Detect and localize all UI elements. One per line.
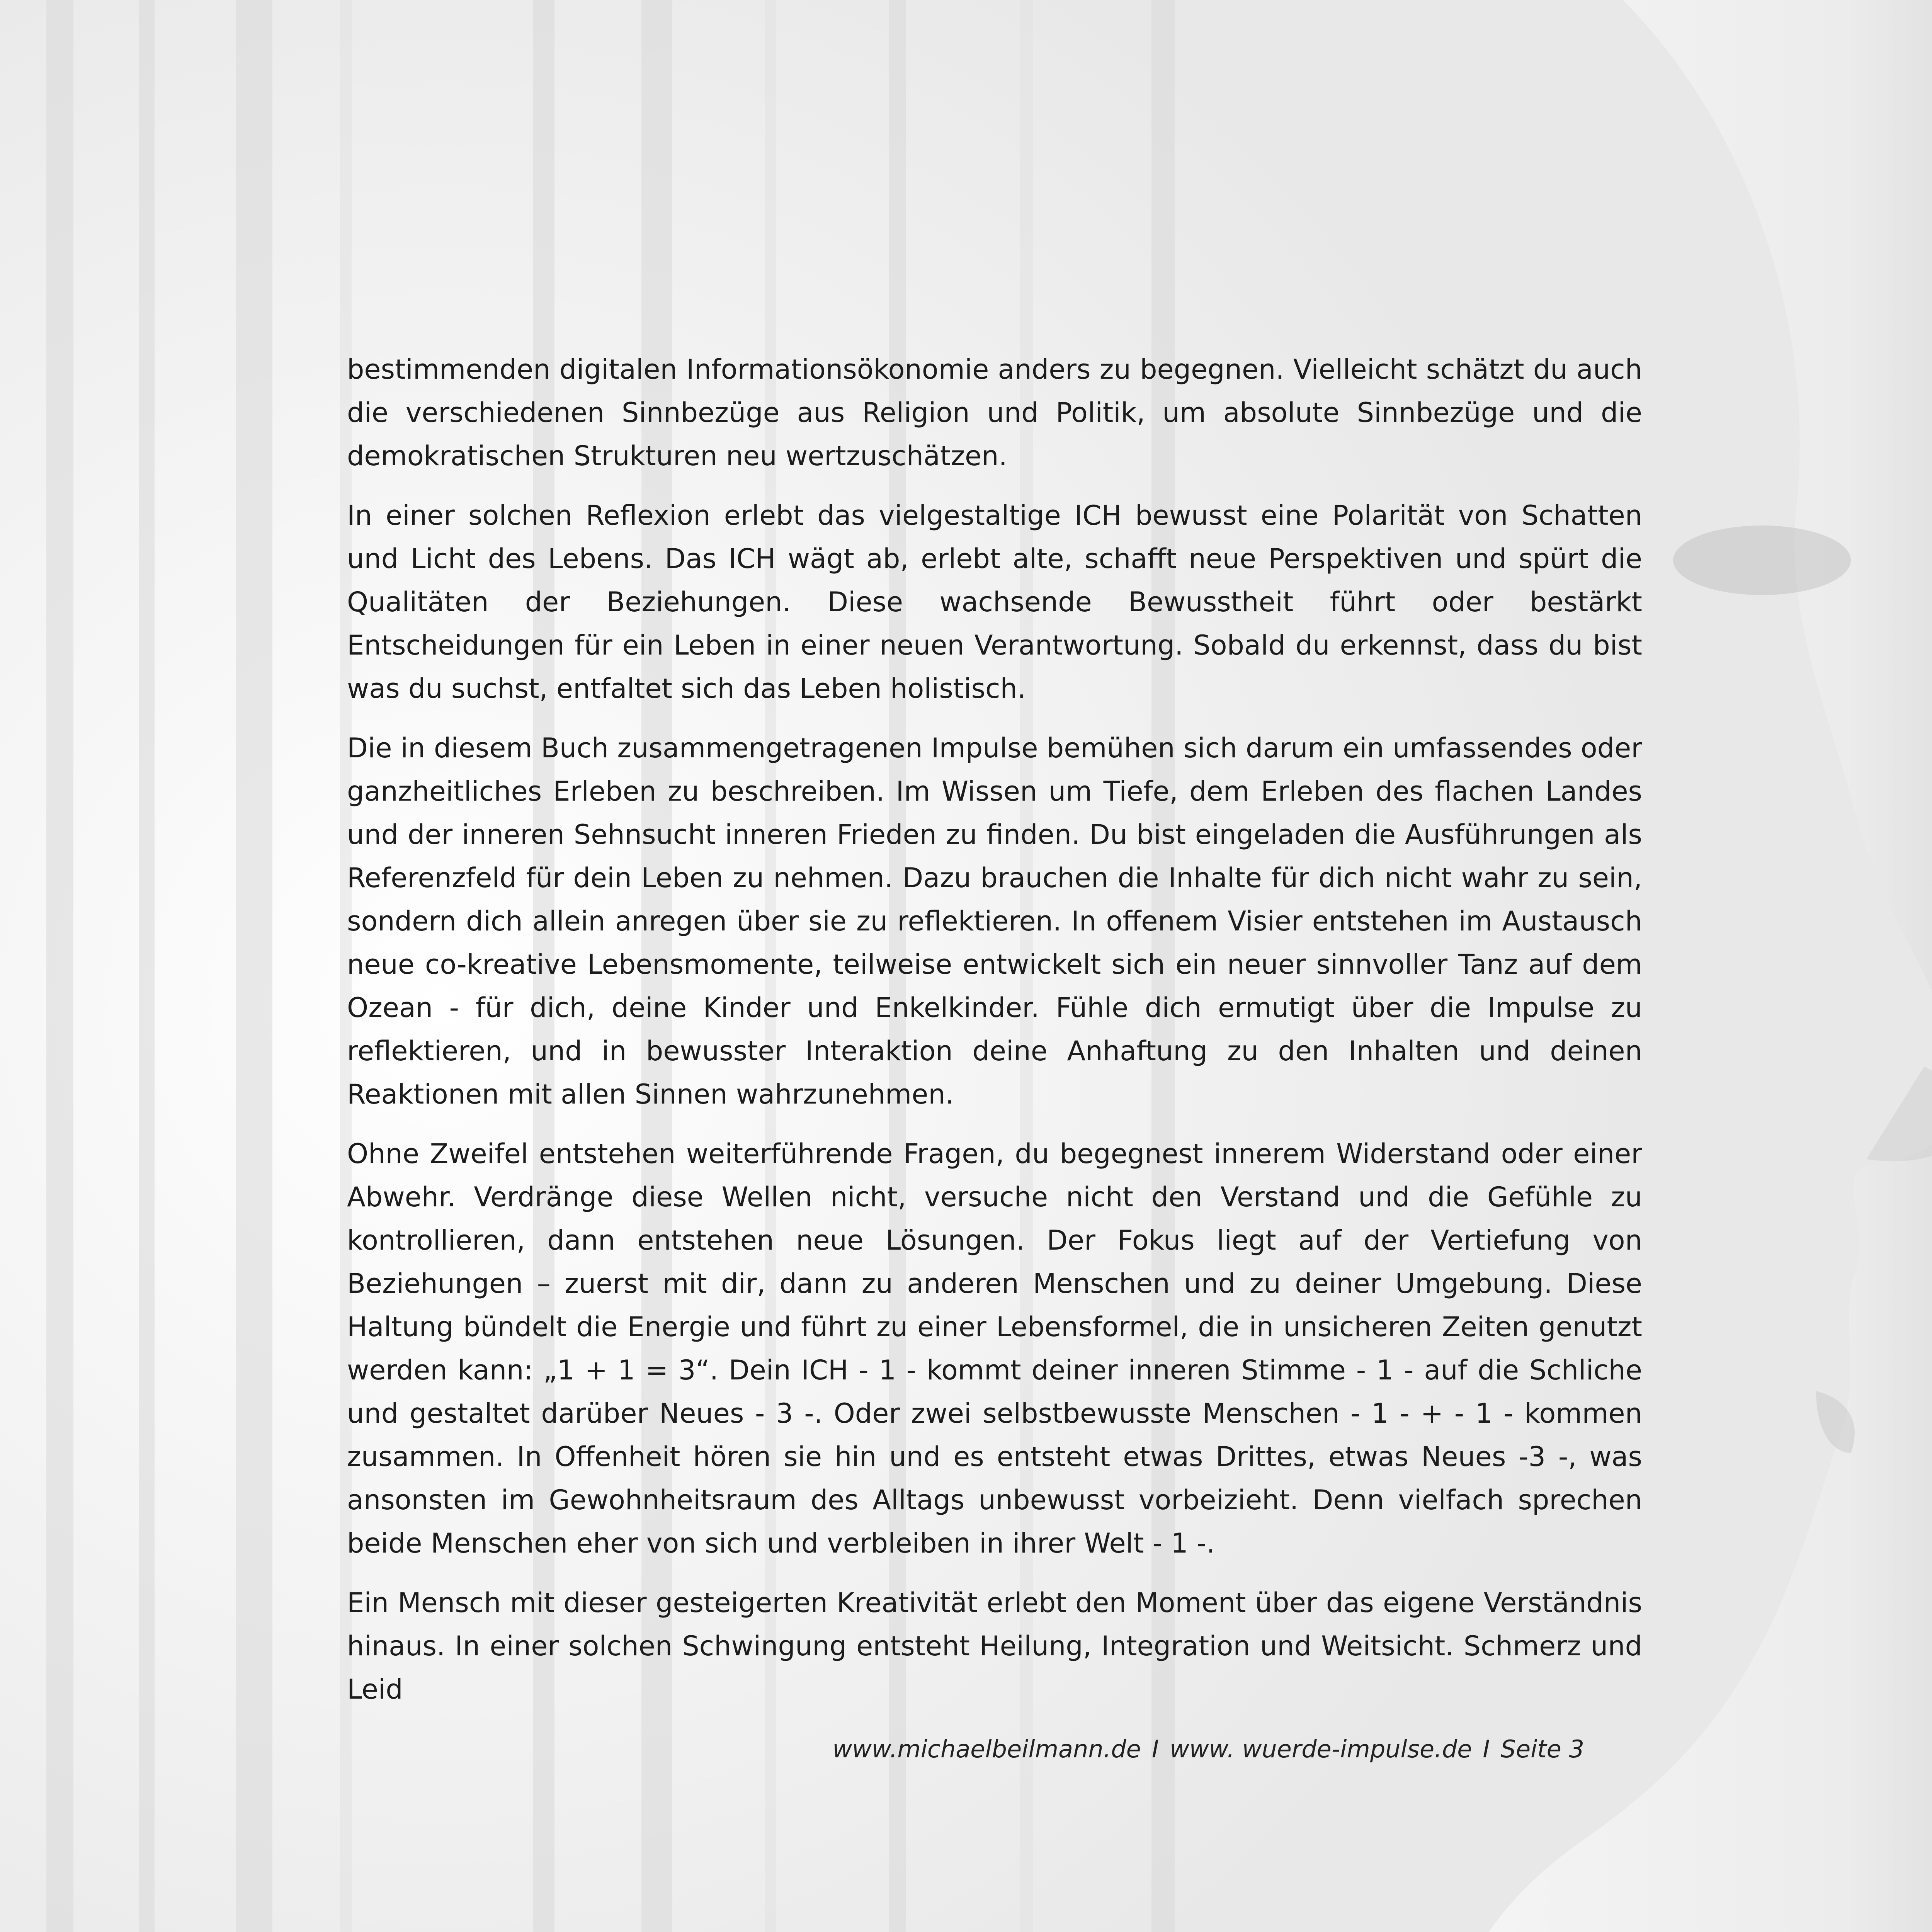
footer-separator: I [1483, 1735, 1490, 1763]
page-number: Seite 3 [1500, 1735, 1584, 1763]
paragraph-4: Ohne Zweifel entstehen weiterführende Fragen, du begegnest innerem Widerstand oder einer Abwehr. Verdränge diese Wellen nicht, versuche nicht den Verstand und die Gefühle zu kontrollieren, dann entstehen neue Lösungen. Der Fokus liegt auf der Vertiefung von Beziehungen – zuerst mit dir, dann zu anderen Menschen und zu deiner Umgebung. Diese Haltung bündelt die Energie und führt zu einer Lebensformel, die in unsicheren Zeiten genutzt werden kann: „1 + 1 = 3“. Dein ICH - 1 - kommt deiner inneren Stimme - 1 - auf die Schliche und gestaltet darüber Neues - 3 -. Oder zwei selbstbewusste Menschen - 1 - + - 1 - kommen zusammen. In Offenheit hören sie hin und es entsteht etwas Drittes, etwas Neues -3 -, was ansonsten im Gewohnheitsraum des Alltags unbewusst vorbeizieht. Denn vielfach sprechen beide Menschen eher von sich und verbleiben in ihrer Welt - 1 -. [347, 1138, 1642, 1559]
paragraph-3: Die in diesem Buch zusammengetragenen Impulse bemühen sich darum ein umfassendes oder ganzheitliches Erleben zu beschreiben. Im Wissen um Tiefe, dem Erleben des flachen Landes und der inneren Sehnsucht inneren Frieden zu finden. Du bist eingeladen die Ausführungen als Referenzfeld für dein Leben zu nehmen. Dazu brauchen die Inhalte für dich nicht wahr zu sein, sondern dich allein anregen über sie zu reflektieren. In offenem Visier entstehen im Austausch neue co-kreative Lebensmomente, teilweise entwickelt sich ein neuer sinnvoller Tanz auf dem Ozean - für dich, deine Kinder und Enkelkinder. Fühle dich ermutigt über die Impulse zu reflektieren, und in bewusster Interaktion deine Anhaftung zu den Inhalten und deinen Reaktionen mit allen Sinnen wahrzunehmen. [347, 732, 1642, 1110]
paragraph-5: Ein Mensch mit dieser gesteigerten Kreativität erlebt den Moment über das eigene Verständnis hinaus. In einer solchen Schwingung entsteht Heilung, Integration und Weitsicht. Schmerz und Leid [347, 1587, 1642, 1705]
footer-link-wuerde-impulse[interactable]: www. wuerde-impulse.de [1170, 1735, 1472, 1763]
paragraph-1: bestimmenden digitalen Informationsökonomie anders zu begegnen. Vielleicht schätzt du auch die verschiedenen Sinnbezüge aus Religion und Politik, um absolute Sinnbezüge und die demokratischen Strukturen neu wertzuschätzen. [347, 354, 1642, 472]
paragraph-2: In einer solchen Reflexion erlebt das vielgestaltige ICH bewusst eine Polarität von Schatten und Licht des Lebens. Das ICH wägt ab, erlebt alte, schafft neue Perspektiven und spürt die Qualitäten der Beziehungen. Diese wachsende Bewusstheit führt oder bestärkt Entscheidungen für ein Leben in einer neuen Verantwortung. Sobald du erkennst, dass du bist was du suchst, entfaltet sich das Leben holistisch. [347, 500, 1642, 704]
page-footer [773, 1735, 1584, 1763]
body-text [347, 348, 1642, 1727]
footer-link-michaelbeilmann[interactable]: www.michaelbeilmann.de [832, 1735, 1141, 1763]
footer-separator: I [1151, 1735, 1159, 1763]
